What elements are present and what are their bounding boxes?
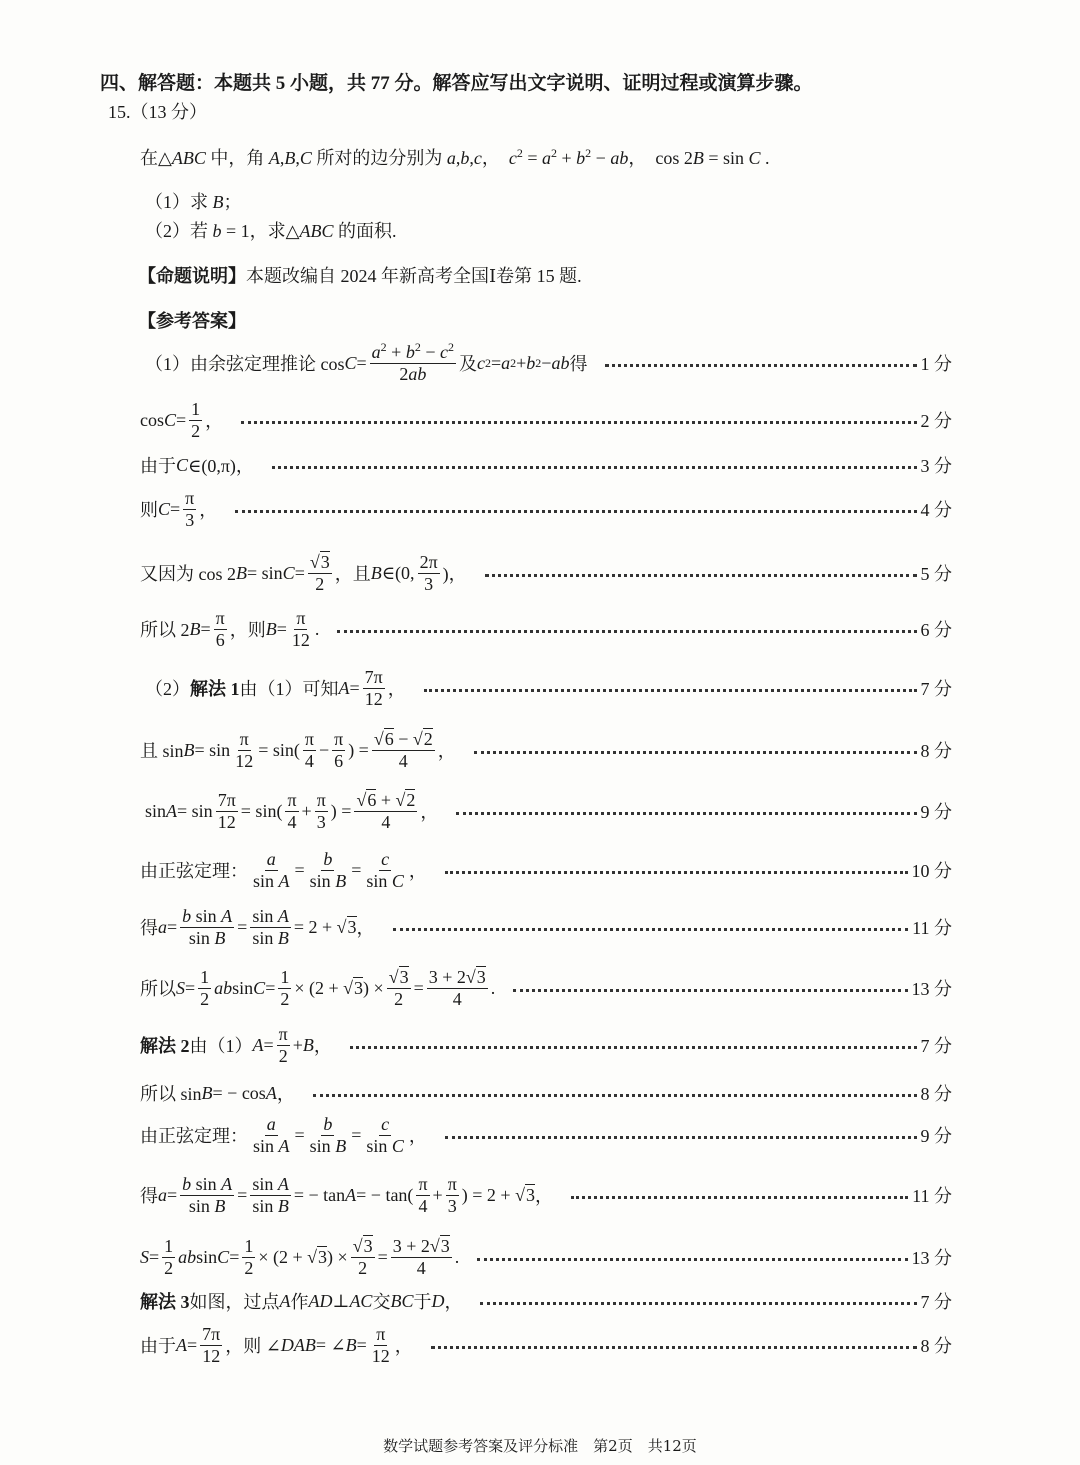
step-score: 1 分 [920, 354, 952, 374]
step-text: 由于 C ∈(0,π)， [140, 454, 254, 476]
step-score: 13 分 [911, 1248, 952, 1268]
leader-dots [480, 1302, 916, 1305]
leader-dots [456, 812, 916, 815]
step-text: 得 a = $\frac{\text{b sin A}}{\text{sin B}}$ = $\frac{\text{sin A}}{\text{sin B}}$ = − tan A = − tan( $\frac{\pi}{4}$ + $\frac{\pi}{3}$ ) = 2 + √ 3 ， [140, 1173, 553, 1216]
leader-dots [605, 364, 916, 367]
step-score: 8 分 [920, 1336, 952, 1356]
step-text: 由于 A = $\frac{7\pi}{12}$ ，则 ∠ DAB = ∠ B = $\frac{\pi}{12}$ ， [140, 1323, 413, 1366]
problem-part-1: （1）求 B； [145, 192, 242, 212]
step-text: 所以 2 B = $\frac{\pi}{6}$ ，则 B = $\frac{\pi}{12}$ . [140, 607, 320, 650]
problem-number: 15.（13 分） [108, 102, 207, 122]
step-score: 4 分 [920, 500, 952, 520]
solution-step [140, 902, 960, 952]
step-text: （2） 解法 1 由（1）可知 A = $\frac{7\pi}{12}$ ， [145, 666, 406, 709]
step-score: 8 分 [920, 741, 952, 761]
solution-step [140, 1110, 960, 1160]
problem-part-2: （2）若 b = 1，求△ABC 的面积. [145, 221, 397, 241]
step-text: 所以 sin B = − cos A ， [140, 1082, 295, 1104]
page-footer: 数学试题参考答案及评分标准 第2页 共12页 [383, 1437, 697, 1455]
leader-dots [393, 928, 909, 931]
leader-dots [337, 630, 916, 633]
step-score: 9 分 [920, 1126, 952, 1146]
solution-step [145, 663, 960, 713]
solution-step [140, 1020, 960, 1070]
step-text: （1）由余弦定理推论 cos C = $\frac{a^2 + b^2 - c^2}{2ab}$ 及 c 2 = a 2 + b 2 − ab 得 [145, 340, 588, 384]
step-score: 7 分 [920, 1036, 952, 1056]
solution-step [140, 484, 960, 534]
solution-step [140, 1232, 960, 1282]
solution-step [140, 1276, 960, 1326]
step-score: 11 分 [912, 1186, 952, 1206]
leader-dots [445, 871, 908, 874]
solution-step [140, 845, 960, 895]
step-score: 10 分 [911, 861, 952, 881]
solution-step [140, 1170, 960, 1220]
step-text: cos C = $\frac{1}{2}$ ， [140, 398, 224, 441]
step-score: 5 分 [920, 564, 952, 584]
step-text: 所以 S = $\frac{1}{2}$ ab sin C = $\frac{1}{2}$ × (2 + √ 3 ) × $\frac{√3}{2}$ = $\frac{3 + 2√3}{4}$ . [140, 966, 496, 1009]
step-text: 由正弦定理： $\frac{a}{\text{sin A}}$ = $\frac{b}{\text{sin B}}$ = $\frac{c}{\text{sin C}}$ ， [140, 848, 427, 891]
solution-step [140, 725, 960, 775]
solution-step [140, 604, 960, 654]
problem-statement: 在△ABC 中，角 A,B,C 所对的边分别为 a,b,c， $c^2 = a^2 + b^2$ − ab， cos 2B = sin C . [140, 146, 770, 168]
leader-dots [445, 1136, 917, 1139]
step-score: 9 分 [920, 802, 952, 822]
step-score: 8 分 [920, 1084, 952, 1104]
leader-dots [485, 574, 917, 577]
solution-step [140, 440, 960, 490]
step-text: 解法 2 由（1） A = $\frac{\pi}{2}$ + B ， [140, 1023, 332, 1066]
section-heading: 四、解答题：本题共 5 小题，共 77 分。解答应写出文字说明、证明过程或演算步骤。 [100, 73, 813, 94]
step-text: 且 sin B = sin $\frac{\pi}{12}$ = sin( $\frac{\pi}{4}$ − $\frac{\pi}{6}$ ) = $\frac{√6 - √2}{4}$ ， [140, 728, 456, 771]
solution-step [140, 963, 960, 1013]
note-label: 【命题说明】 [138, 266, 246, 286]
leader-dots [513, 989, 907, 992]
step-text: 得 a = $\frac{\text{b sin A}}{\text{sin B}}$ = $\frac{\text{sin A}}{\text{sin B}}$ = 2 + √ 3 ， [140, 905, 375, 948]
solution-step [145, 338, 960, 388]
leader-dots [313, 1094, 917, 1097]
leader-dots [477, 1258, 907, 1261]
step-text: 又因为 cos 2 B = sin C = $\frac{√3}{2}$ ，且 B ∈(0, $\frac{2\pi}{3}$ )， [140, 551, 467, 594]
leader-dots [272, 466, 917, 469]
step-score: 7 分 [920, 1292, 952, 1312]
leader-dots [424, 689, 917, 692]
leader-dots [474, 751, 917, 754]
leader-dots [241, 421, 916, 424]
leader-dots [431, 1346, 917, 1349]
note [138, 262, 582, 288]
step-score: 2 分 [920, 411, 952, 431]
step-text: 则 C = $\frac{\pi}{3}$ ， [140, 487, 218, 530]
step-text: S = $\frac{1}{2}$ ab sin C = $\frac{1}{2}$ × (2 + √ 3 ) × $\frac{√3}{2}$ = $\frac{3 + 2√3}{4}$ . [140, 1235, 460, 1278]
step-score: 7 分 [920, 679, 952, 699]
solution-step [140, 395, 960, 445]
solution-step [140, 1320, 960, 1370]
solution-step [145, 786, 960, 836]
answer-label: 【参考答案】 [138, 311, 246, 331]
solution-step [140, 548, 960, 598]
step-text: 解法 3 如图，过点 A 作 AD ⊥ AC 交 BC 于 D ， [140, 1290, 463, 1312]
step-score: 13 分 [911, 979, 952, 999]
note-text: 本题改编自 2024 年新高考全国Ⅰ卷第 15 题. [246, 266, 582, 286]
step-score: 6 分 [920, 620, 952, 640]
step-score: 3 分 [920, 456, 952, 476]
step-text: sin A = sin $\frac{7\pi}{12}$ = sin( $\frac{\pi}{4}$ + $\frac{\pi}{3}$ ) = $\frac{√6 + √2}{4}$ ， [145, 789, 439, 832]
leader-dots [350, 1046, 917, 1049]
step-text: 由正弦定理： $\frac{a}{\text{sin A}}$ = $\frac{b}{\text{sin B}}$ = $\frac{c}{\text{sin C}}$ ， [140, 1113, 427, 1156]
step-score: 11 分 [912, 918, 952, 938]
leader-dots [571, 1196, 908, 1199]
leader-dots [235, 510, 916, 513]
